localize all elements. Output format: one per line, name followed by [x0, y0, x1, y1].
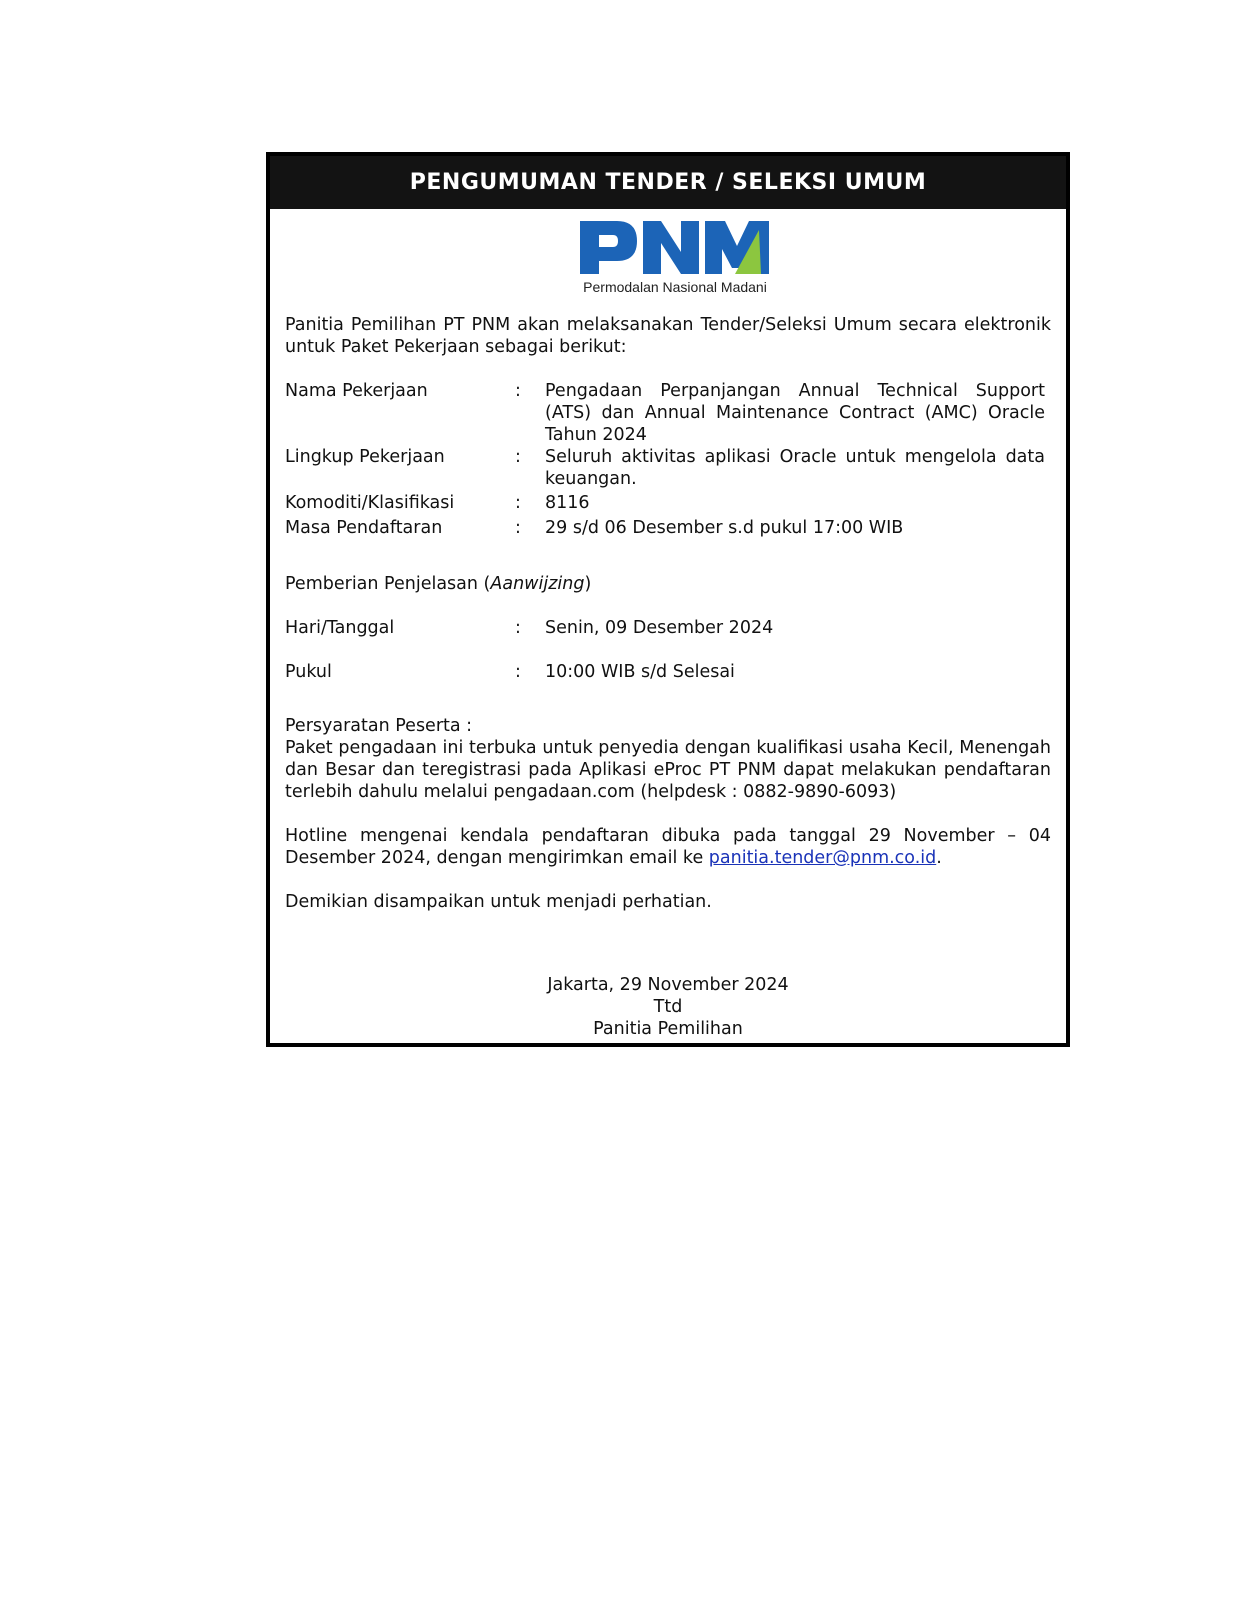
pnm-logo — [575, 216, 775, 296]
detail-value: Pengadaan Perpanjangan Annual Technical Support (ATS) dan Annual Maintenance Contract (AMC) Oracle Tahun 2024 — [545, 381, 1045, 445]
requirements-heading: Persyaratan Peserta : — [285, 716, 473, 736]
time-label: Pukul — [285, 662, 332, 682]
detail-row — [285, 380, 1051, 446]
detail-row — [285, 517, 1051, 539]
hotline-paragraph: Hotline mengenai kendala pendaftaran dibuka pada tanggal 29 November – 04 Desember 2024, dengan mengirimkan email ke panitia.tender@pnm.co.id. — [285, 826, 1051, 868]
tender-announcement — [266, 152, 1070, 1047]
detail-value: 8116 — [545, 493, 590, 513]
ttd-text: Ttd — [653, 997, 683, 1017]
announcement-body — [285, 314, 1051, 913]
logo-tagline: Permodalan Nasional Madani — [583, 279, 767, 295]
detail-colon: : — [515, 447, 521, 467]
detail-value: Seluruh aktivitas aplikasi Oracle untuk mengelola data keuangan. — [545, 447, 1045, 489]
detail-row — [285, 446, 1051, 490]
time-value: 10:00 WIB s/d Selesai — [545, 662, 735, 682]
signer-name: Panitia Pemilihan — [593, 1019, 743, 1039]
date-value: Senin, 09 Desember 2024 — [545, 618, 774, 638]
detail-label: Nama Pekerjaan — [285, 381, 428, 401]
date-label: Hari/Tanggal — [285, 618, 395, 638]
requirements-paragraph: Paket pengadaan ini terbuka untuk penyedia dengan kualifikasi usaha Kecil, Menengah dan Besar dan teregistrasi pada Aplikasi eProc PT PNM dapat melakukan pendaftaran terlebih dahulu melalui pengadaan.com (helpdesk : 0882-9890-6093) — [285, 738, 1051, 802]
announcement-title-bar — [270, 156, 1066, 209]
detail-colon: : — [515, 493, 521, 513]
aanwijzing-time-row — [285, 661, 1051, 683]
detail-label: Komoditi/Klasifikasi — [285, 493, 455, 513]
time-colon: : — [515, 662, 521, 682]
place-date: Jakarta, 29 November 2024 — [547, 975, 789, 995]
detail-value: 29 s/d 06 Desember s.d pukul 17:00 WIB — [545, 518, 904, 538]
date-colon: : — [515, 618, 521, 638]
detail-colon: : — [515, 381, 521, 401]
detail-label: Masa Pendaftaran — [285, 518, 443, 538]
detail-row — [285, 492, 1051, 514]
email-link[interactable]: panitia.tender@pnm.co.id — [708, 848, 937, 868]
aanwijzing-heading: Pemberian Penjelasan (Aanwijzing) — [285, 574, 592, 594]
details-table — [285, 380, 1051, 539]
pnm-wordmark-logo — [575, 216, 775, 278]
closing-paragraph: Demikian disampaikan untuk menjadi perhatian. — [285, 892, 712, 912]
intro-paragraph: Panitia Pemilihan PT PNM akan melaksanakan Tender/Seleksi Umum secara elektronik untuk Paket Pekerjaan sebagai berikut: — [285, 315, 1051, 357]
signature-block — [285, 974, 1051, 1040]
aanwijzing-date-row — [285, 617, 1051, 639]
detail-colon: : — [515, 518, 521, 538]
announcement-title: PENGUMUMAN TENDER / SELEKSI UMUM — [409, 170, 927, 195]
detail-label: Lingkup Pekerjaan — [285, 447, 445, 467]
